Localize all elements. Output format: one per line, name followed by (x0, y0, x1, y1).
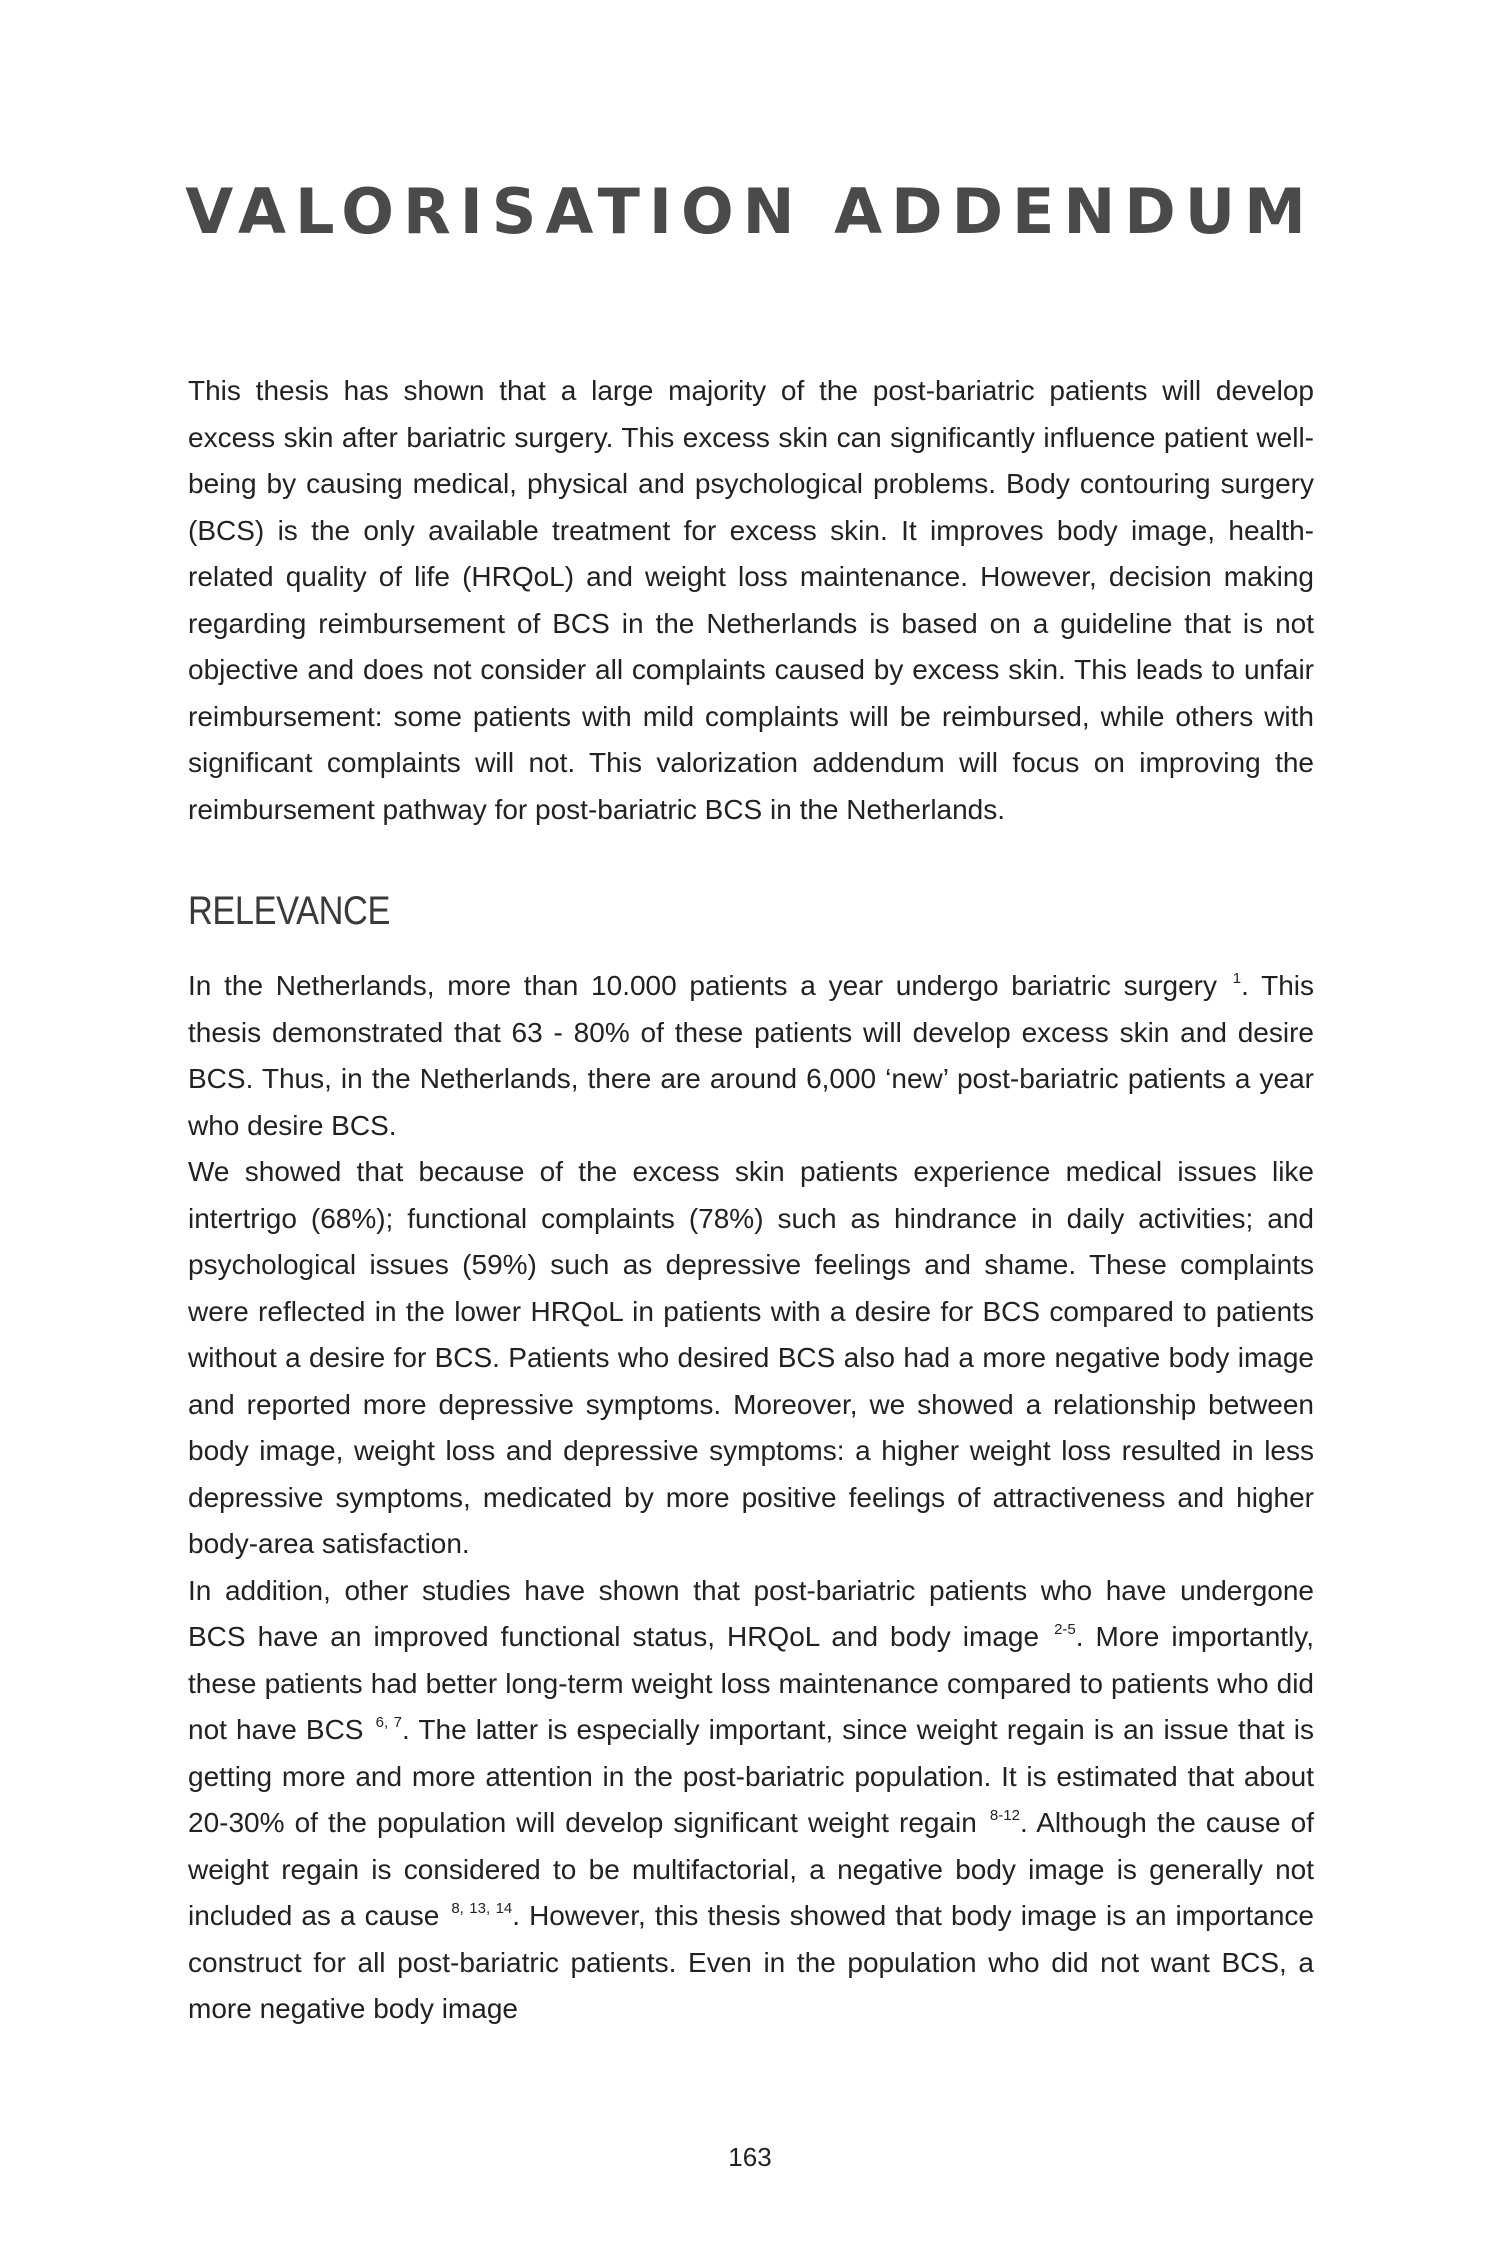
text-span: In addition, other studies have shown that post-bariatric patients who have undergone BCS have an improved functional status, HRQoL and body image (188, 1574, 1314, 1652)
intro-paragraph: This thesis has shown that a large majority of the post-bariatric patients will develop excess skin after bariatric surgery. This excess skin can significantly influence patient well-being by causing medical, physical and psychological problems. Body contouring surgery (BCS) is the only available treatment for excess skin. It improves body image, health-related quality of life (HRQoL) and weight loss maintenance. However, decision making regarding reimbursement of BCS in the Netherlands is based on a guideline that is not objective and does not consider all complaints caused by excess skin. This leads to unfair reimbursement: some patients with mild complaints will be reimbursed, while others with significant complaints will not. This valorization addendum will focus on improving the reimbursement pathway for post-bariatric BCS in the Netherlands. (188, 375, 1314, 825)
relevance-paragraph-2: We showed that because of the excess skin patients experience medical issues like intertrigo (68%); functional complaints (78%) such as hindrance in daily activities; and psychological issues (59%) such as depressive feelings and shame. These complaints were reflected in the lower HRQoL in patients with a desire for BCS compared to patients without a desire for BCS. Patients who desired BCS also had a more negative body image and reported more depressive symptoms. Moreover, we showed a relationship between body image, weight loss and depressive symptoms: a higher weight loss resulted in less depressive symptoms, medicated by more positive feelings of attractiveness and higher body-area satisfaction. (188, 1156, 1314, 1559)
text-span: . More importantly, these patients had better long-term weight loss maintenance compared to patients who did not have BCS (188, 1621, 1314, 1745)
section-heading-relevance: RELEVANCE (188, 889, 390, 933)
text-span: . This thesis demonstrated that 63 - 80% of these patients will develop excess skin and desire BCS. Thus, in the Netherlands, there are around 6,000 ‘new’ post-bariatric patients a year who desire BCS. (188, 970, 1314, 1141)
citation-ref: 8-12 (989, 1807, 1020, 1824)
citation-ref: 1 (1232, 970, 1242, 987)
document-body (188, 368, 1314, 2033)
relevance-paragraph-1 (188, 963, 1314, 1149)
citation-ref: 2-5 (1054, 1621, 1076, 1638)
text-span: . However, this thesis showed that body image is an importance construct for all post-bariatric patients. Even in the population who did not want BCS, a more negative body image (188, 1900, 1314, 2024)
text-span: In the Netherlands, more than 10.000 patients a year undergo bariatric surgery (188, 970, 1217, 1001)
relevance-paragraph-3 (188, 1568, 1314, 2033)
citation-ref: 8, 13, 14 (451, 1900, 513, 1917)
page-number: 163 (728, 2142, 772, 2172)
citation-ref: 6, 7 (375, 1714, 403, 1731)
page-title: VALORISATION ADDENDUM (185, 175, 1315, 248)
text-span: . The latter is especially important, since weight regain is an issue that is getting more and more attention in the post-bariatric population. It is estimated that about 20-30% of the population will develop significant weight regain (188, 1714, 1314, 1838)
text-span: . Although the cause of weight regain is considered to be multifactorial, a negative body image is generally not included as a cause (188, 1807, 1315, 1931)
